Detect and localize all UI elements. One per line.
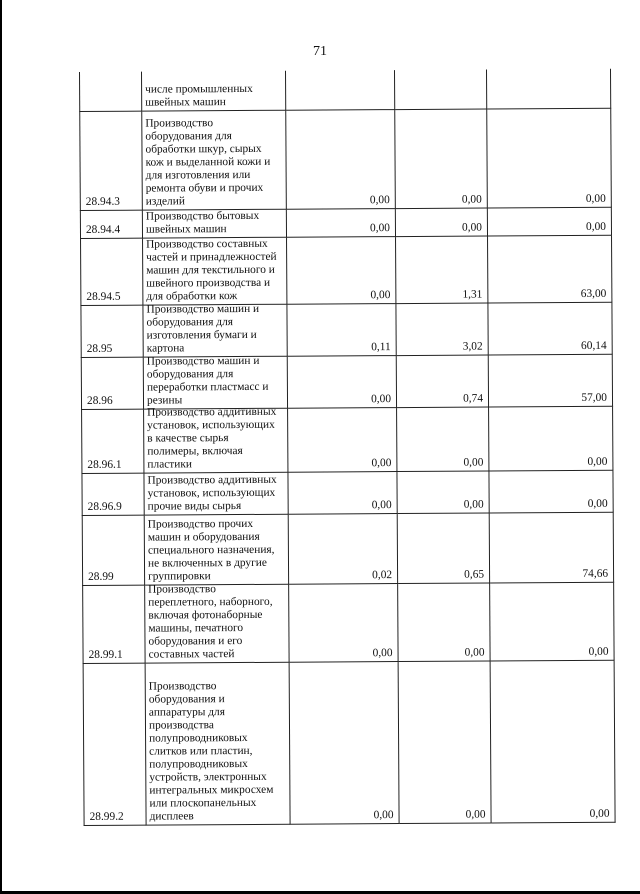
value-cell-2 xyxy=(396,209,488,238)
name-cell xyxy=(143,302,287,358)
value-cell-2-text: 1,31 xyxy=(462,288,483,301)
name-cell xyxy=(144,405,288,474)
value-cell-3 xyxy=(488,236,612,304)
code-cell-text: 28.96 xyxy=(86,394,113,407)
value-cell-3 xyxy=(488,303,612,356)
value-cell-2 xyxy=(398,513,490,584)
name-text: Производство аддитивных установок, использующих в качестве сырья полимеры, включая пластики xyxy=(147,405,277,471)
name-cell xyxy=(143,210,287,239)
value-cell-2 xyxy=(399,661,492,824)
name-text: Производство оборудования и аппаратуры для производства полупроводниковых слитков или пластин, полупроводниковых устройств, электронных интегральных микросхем или плоскопанельных дисплеев xyxy=(148,680,274,823)
value-cell-2-text: 0,00 xyxy=(463,498,484,511)
name-text: Производство машин и оборудования для изготовления бумаги и картона xyxy=(146,302,260,355)
name-text: Производство переплетного, наборного, включая фотонаборные машины, печатного оборудования и его составных частей xyxy=(148,583,273,661)
value-cell-2 xyxy=(395,70,487,111)
value-cell-1-text: 0,00 xyxy=(372,647,393,660)
value-cell-3-text: 0,00 xyxy=(587,455,608,468)
code-cell-text: 28.94.3 xyxy=(85,195,121,208)
value-cell-2 xyxy=(395,110,488,210)
value-cell-1-text: 0,00 xyxy=(369,194,390,207)
value-cell-1-text: 0,00 xyxy=(371,457,392,470)
value-cell-3-text: 0,00 xyxy=(588,645,609,658)
value-cell-1-text: 0,00 xyxy=(369,222,390,235)
value-cell-1 xyxy=(288,472,397,515)
name-text: Производство аддитивных установок, использующих прочие виды сырья xyxy=(147,473,277,513)
code-cell-text: 28.96.9 xyxy=(87,500,122,513)
code-cell xyxy=(80,306,143,358)
value-cell-2-text: 0,65 xyxy=(464,568,485,581)
value-cell-1 xyxy=(289,514,398,585)
value-cell-2-text: 0,00 xyxy=(461,193,482,206)
code-cell xyxy=(82,516,145,586)
value-cell-3 xyxy=(489,407,613,472)
value-cell-3-text: 0,00 xyxy=(585,192,606,205)
code-cell xyxy=(79,72,142,112)
name-text: Производство прочих машин и оборудования специального назначения, не включенных в другие группировки xyxy=(147,517,275,583)
code-cell-text: 28.94.4 xyxy=(85,223,121,236)
page-number: 71 xyxy=(313,44,327,59)
name-cell xyxy=(145,585,289,664)
name-text: Производство оборудования для обработки шкур, сырых кож и выделанной кожи и для изготовления или ремонта обуви и прочих изделий xyxy=(145,117,271,208)
value-cell-2 xyxy=(396,237,488,305)
value-cell-2 xyxy=(397,408,489,473)
value-cell-2-text: 0,00 xyxy=(461,221,482,234)
name-cell xyxy=(144,354,288,410)
name-cell xyxy=(144,473,288,516)
value-cell-2 xyxy=(397,356,489,409)
value-cell-3-text: 0,00 xyxy=(587,497,608,510)
value-cell-3 xyxy=(487,109,612,209)
value-cell-3-text: 0,00 xyxy=(589,807,610,820)
code-cell xyxy=(82,586,145,664)
value-cell-3-text: 74,66 xyxy=(582,567,609,580)
code-cell xyxy=(83,664,147,826)
value-cell-2 xyxy=(396,304,488,357)
value-cell-3 xyxy=(487,69,611,110)
value-cell-1-text: 0,00 xyxy=(371,393,392,406)
value-cell-2-text: 0,74 xyxy=(463,392,484,405)
name-cell xyxy=(143,238,287,306)
value-cell-2-text: 0,00 xyxy=(463,456,484,469)
name-cell xyxy=(142,71,286,112)
code-cell-text: 28.99.1 xyxy=(88,648,123,661)
value-cell-1 xyxy=(287,209,396,238)
value-cell-1 xyxy=(289,584,398,663)
value-cell-1-text: 0,00 xyxy=(371,499,392,512)
value-cell-3-text: 60,14 xyxy=(581,339,607,352)
value-cell-3 xyxy=(488,208,612,237)
code-cell-text: 28.99 xyxy=(88,570,114,583)
value-cell-3 xyxy=(490,513,614,584)
name-cell xyxy=(142,111,287,211)
name-text: Производство бытовых швейных машин xyxy=(145,209,260,236)
value-cell-3 xyxy=(489,355,613,408)
scan-left-border xyxy=(0,0,2,894)
value-cell-1-text: 0,00 xyxy=(373,809,394,822)
value-cell-1-text: 0,11 xyxy=(371,341,391,354)
code-cell-text: 28.96.1 xyxy=(87,458,122,471)
data-table xyxy=(79,69,616,826)
value-cell-3 xyxy=(490,583,614,662)
value-cell-1 xyxy=(288,408,397,473)
code-cell xyxy=(81,358,144,410)
code-cell xyxy=(80,239,143,306)
value-cell-2 xyxy=(398,583,490,662)
value-cell-1 xyxy=(287,304,396,357)
value-cell-2-text: 3,02 xyxy=(462,340,483,353)
value-cell-3 xyxy=(489,471,613,514)
value-cell-1 xyxy=(290,662,400,825)
code-cell-text: 28.99.2 xyxy=(89,810,124,823)
value-cell-3-text: 57,00 xyxy=(581,391,608,404)
code-cell xyxy=(80,211,143,239)
code-cell xyxy=(81,474,144,516)
value-cell-2 xyxy=(397,472,489,515)
value-cell-3 xyxy=(491,661,616,824)
value-cell-3-text: 63,00 xyxy=(580,287,607,300)
code-cell-text: 28.95 xyxy=(86,342,113,355)
code-cell xyxy=(79,112,143,211)
name-cell xyxy=(146,663,291,826)
value-cell-2-text: 0,00 xyxy=(465,808,486,821)
code-cell xyxy=(81,410,144,474)
value-cell-1-text: 0,00 xyxy=(370,289,391,302)
value-cell-1 xyxy=(286,70,395,111)
value-cell-2-text: 0,00 xyxy=(464,646,485,659)
code-cell-text: 28.94.5 xyxy=(86,290,121,303)
name-text: Производство составных частей и принадлежностей машин для текстильного и швейного производства и для обработки кож xyxy=(146,237,277,303)
name-text: Производство машин и оборудования для переработки пластмасс и резины xyxy=(146,354,269,407)
name-cell xyxy=(145,515,289,586)
value-cell-3-text: 0,00 xyxy=(585,220,606,233)
name-text: числе промышленных швейных машин xyxy=(145,82,253,109)
value-cell-1 xyxy=(286,110,396,210)
value-cell-1 xyxy=(287,237,396,305)
value-cell-1-text: 0,02 xyxy=(372,569,393,582)
value-cell-1 xyxy=(288,356,397,409)
